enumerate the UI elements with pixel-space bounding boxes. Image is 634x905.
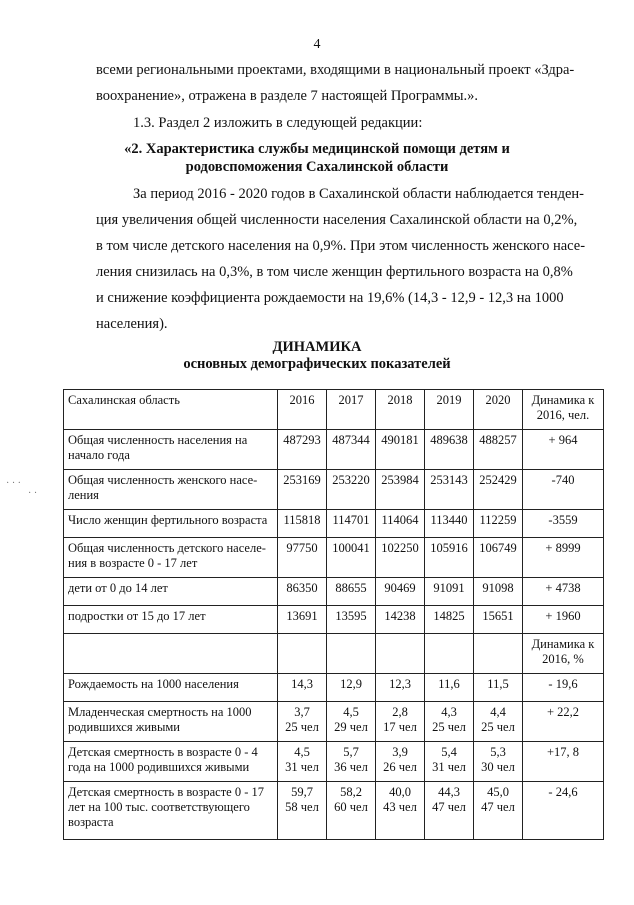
body-line-2: ция увеличения общей численности населения Сахалинской области на 0,2%, (96, 212, 578, 228)
page-number: 4 (313, 37, 321, 52)
table-cell: 11,6 (425, 674, 474, 702)
table-row (64, 742, 604, 782)
table-header-cell: 2019 (425, 390, 474, 430)
cell-value: 44,3 (438, 785, 460, 799)
table-cell: 14,3 (278, 674, 327, 702)
cell-count: 25 чел (481, 720, 515, 734)
cell-count: 25 чел (285, 720, 319, 734)
table-cell-dynamic: + 964 (523, 430, 604, 470)
table-cell: 115818 (278, 510, 327, 538)
table-cell: 487344 (327, 430, 376, 470)
table-cell: 489638 (425, 430, 474, 470)
row-label: Число женщин фертильного возраста (64, 510, 278, 538)
cell-count: 26 чел (383, 760, 417, 774)
table-cell: 12,3 (376, 674, 425, 702)
cell-value: 4,3 (441, 705, 457, 719)
body-line-4: ления снизилась на 0,3%, в том числе женщин фертильного возраста на 0,8% (96, 264, 573, 280)
table-cell: 90469 (376, 578, 425, 606)
body-line-1: За период 2016 - 2020 годов в Сахалинской области наблюдается тенден- (133, 186, 584, 202)
cell-count: 29 чел (334, 720, 368, 734)
cell-value: 4,5 (343, 705, 359, 719)
table-subheader-dynamic: Динамика к 2016, % (523, 634, 604, 674)
table-cell (327, 742, 376, 782)
table-cell: 91091 (425, 578, 474, 606)
table-cell-dynamic: +17, 8 (523, 742, 604, 782)
row-label: Детская смертность в возрасте 0 - 4 года на 1000 родившихся живыми (64, 742, 278, 782)
table-cell-dynamic: - 24,6 (523, 782, 604, 840)
table-cell: 253220 (327, 470, 376, 510)
table-cell: 253143 (425, 470, 474, 510)
cell-count: 25 чел (432, 720, 466, 734)
cell-value: 2,8 (392, 705, 408, 719)
cell-count: 31 чел (432, 760, 466, 774)
cell-count: 58 чел (285, 800, 319, 814)
table-cell (376, 782, 425, 840)
cell-value: 59,7 (291, 785, 313, 799)
table-header-row (64, 390, 604, 430)
cell-count: 30 чел (481, 760, 515, 774)
table-cell: 253169 (278, 470, 327, 510)
table-cell (278, 742, 327, 782)
cell-value: 58,2 (340, 785, 362, 799)
table-cell-dynamic: -740 (523, 470, 604, 510)
cell-count: 43 чел (383, 800, 417, 814)
cell-count: 31 чел (285, 760, 319, 774)
table-row (64, 510, 604, 538)
cell-value: 4,5 (294, 745, 310, 759)
table-cell (425, 782, 474, 840)
item-1-3: 1.3. Раздел 2 изложить в следующей редакции: (133, 115, 423, 131)
row-label: Общая численность населения на начало года (64, 430, 278, 470)
row-label: Общая численность женского насе-ления (64, 470, 278, 510)
table-row (64, 470, 604, 510)
row-label: подростки от 15 до 17 лет (64, 606, 278, 634)
intro-line-2: воохранение», отражена в разделе 7 настоящей Программы.». (96, 88, 479, 104)
cell-value: 3,7 (294, 705, 310, 719)
row-label: Общая численность детского населе-ния в возрасте 0 - 17 лет (64, 538, 278, 578)
table-cell: 106749 (474, 538, 523, 578)
table-cell (425, 742, 474, 782)
table-header-cell: Динамика к 2016, чел. (523, 390, 604, 430)
cell-count: 17 чел (383, 720, 417, 734)
section-title-line-2: родовспоможения Сахалинской области (185, 159, 449, 175)
table-cell: 105916 (425, 538, 474, 578)
table-cell: 100041 (327, 538, 376, 578)
intro-line-1: всеми региональными проектами, входящими в национальный проект «Здра- (96, 62, 575, 78)
table-cell (278, 702, 327, 742)
empty-cell (474, 634, 523, 674)
cell-value: 40,0 (389, 785, 411, 799)
table-cell: 86350 (278, 578, 327, 606)
body-line-3: в том числе детского населения на 0,9%. При этом численность женского насе- (96, 238, 586, 254)
table-cell: 113440 (425, 510, 474, 538)
cell-value: 5,4 (441, 745, 457, 759)
section-title-line-1: «2. Характеристика службы медицинской помощи детям и (124, 141, 510, 157)
table-title-line-1: ДИНАМИКА (272, 339, 362, 355)
table-cell (474, 782, 523, 840)
table-cell: 13691 (278, 606, 327, 634)
table-header-cell: 2016 (278, 390, 327, 430)
table-header-cell: Сахалинская область (64, 390, 278, 430)
scan-mark: · · · (6, 478, 21, 489)
scan-mark: · · (28, 488, 38, 499)
table-cell: 252429 (474, 470, 523, 510)
cell-value: 45,0 (487, 785, 509, 799)
table-cell: 253984 (376, 470, 425, 510)
table-cell-dynamic: + 1960 (523, 606, 604, 634)
row-label: дети от 0 до 14 лет (64, 578, 278, 606)
table-cell (327, 782, 376, 840)
table-subheader-row (64, 634, 604, 674)
table-cell (474, 742, 523, 782)
demographics-table (63, 389, 604, 840)
table-cell: 14825 (425, 606, 474, 634)
table-header-cell: 2018 (376, 390, 425, 430)
cell-value: 4,4 (490, 705, 506, 719)
row-label: Младенческая смертность на 1000 родившихся живыми (64, 702, 278, 742)
table-cell-dynamic: + 22,2 (523, 702, 604, 742)
empty-cell (327, 634, 376, 674)
table-cell: 487293 (278, 430, 327, 470)
table-cell: 488257 (474, 430, 523, 470)
row-label: Детская смертность в возрасте 0 - 17 лет на 100 тыс. соответствующего возраста (64, 782, 278, 840)
table-title-line-2: основных демографических показателей (183, 356, 451, 372)
table-cell: 112259 (474, 510, 523, 538)
table-cell-dynamic: + 8999 (523, 538, 604, 578)
table-row (64, 606, 604, 634)
table-cell: 12,9 (327, 674, 376, 702)
cell-count: 60 чел (334, 800, 368, 814)
table-row (64, 538, 604, 578)
table-cell: 13595 (327, 606, 376, 634)
table-cell (327, 702, 376, 742)
empty-cell (425, 634, 474, 674)
table-cell: 490181 (376, 430, 425, 470)
table-cell: 88655 (327, 578, 376, 606)
row-label: Рождаемость на 1000 населения (64, 674, 278, 702)
table-cell (425, 702, 474, 742)
table-cell: 11,5 (474, 674, 523, 702)
table-cell: 15651 (474, 606, 523, 634)
table-cell (376, 742, 425, 782)
empty-cell (278, 634, 327, 674)
body-line-6: населения). (96, 316, 168, 332)
table-cell (474, 702, 523, 742)
table-cell: 102250 (376, 538, 425, 578)
cell-count: 47 чел (481, 800, 515, 814)
table-cell-dynamic: -3559 (523, 510, 604, 538)
cell-value: 5,3 (490, 745, 506, 759)
table-row (64, 430, 604, 470)
body-line-5: и снижение коэффициента рождаемости на 19,6% (14,3 - 12,9 - 12,3 на 1000 (96, 290, 564, 306)
table-cell: 91098 (474, 578, 523, 606)
table-row (64, 782, 604, 840)
table-cell: 14238 (376, 606, 425, 634)
table-row (64, 674, 604, 702)
cell-value: 5,7 (343, 745, 359, 759)
cell-count: 47 чел (432, 800, 466, 814)
table-row (64, 702, 604, 742)
cell-count: 36 чел (334, 760, 368, 774)
empty-cell (64, 634, 278, 674)
table-row (64, 578, 604, 606)
table-cell: 114701 (327, 510, 376, 538)
table-header-cell: 2020 (474, 390, 523, 430)
table-cell: 114064 (376, 510, 425, 538)
table-cell (376, 702, 425, 742)
empty-cell (376, 634, 425, 674)
table-header-cell: 2017 (327, 390, 376, 430)
table-cell: 97750 (278, 538, 327, 578)
table-cell-dynamic: - 19,6 (523, 674, 604, 702)
table-cell-dynamic: + 4738 (523, 578, 604, 606)
cell-value: 3,9 (392, 745, 408, 759)
table-cell (278, 782, 327, 840)
